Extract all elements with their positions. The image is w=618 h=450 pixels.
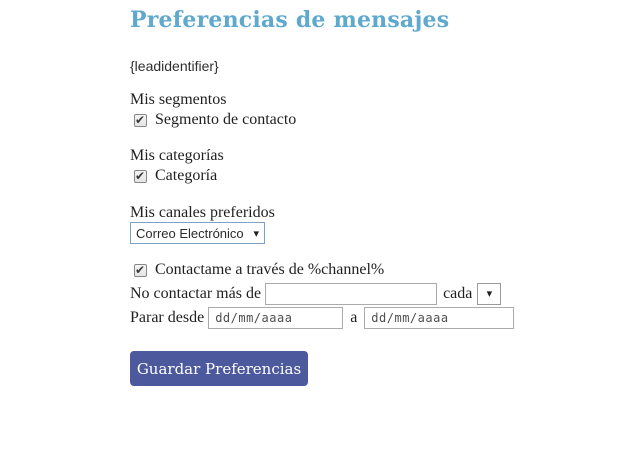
categories-section (130, 146, 618, 185)
frequency-unit-select[interactable] (477, 283, 501, 305)
checkmark-icon: ✔ (135, 168, 146, 183)
channels-heading: Mis canales preferidos (130, 204, 275, 221)
frequency-row (130, 283, 618, 305)
page-title: Preferencias de mensajes (130, 7, 450, 33)
frequency-amount-input[interactable] (265, 283, 437, 305)
contact-preferences-section (130, 261, 618, 329)
checkbox-checked-icon[interactable] (134, 114, 147, 127)
category-checkbox-row[interactable] (130, 167, 618, 185)
frequency-unit-label: cada (443, 285, 473, 302)
category-checkbox-label: Categoría (155, 167, 218, 184)
chevron-down-icon: ▾ (486, 287, 493, 300)
contact-channel-checkbox-label: Contactame a través de %channel% (155, 261, 385, 278)
pause-to-date-input[interactable] (364, 307, 514, 329)
channels-section (130, 203, 618, 244)
channel-select-value: Correo Electrónico (136, 225, 244, 241)
categories-heading: Mis categorías (130, 147, 224, 164)
checkmark-icon: ✔ (135, 112, 146, 127)
channel-select[interactable] (130, 222, 265, 244)
lead-identifier: {leadidentifier} (130, 58, 219, 74)
segment-checkbox-label: Segmento de contacto (155, 111, 297, 128)
pause-row (130, 307, 618, 329)
segment-checkbox-row[interactable] (130, 111, 618, 129)
checkmark-icon: ✔ (135, 262, 146, 277)
checkbox-checked-icon[interactable] (134, 170, 147, 183)
segments-section (130, 90, 618, 129)
chevron-down-icon: ▾ (253, 226, 259, 240)
contact-channel-checkbox-row[interactable] (130, 261, 618, 279)
pause-label: Parar desde (130, 309, 205, 326)
checkbox-checked-icon[interactable] (134, 264, 147, 277)
pause-from-date-input[interactable] (208, 307, 343, 329)
segments-heading: Mis segmentos (130, 91, 227, 108)
pause-separator-label: a (350, 309, 358, 326)
frequency-label: No contactar más de (130, 285, 262, 302)
save-preferences-button[interactable]: Guardar Preferencias (130, 351, 308, 386)
